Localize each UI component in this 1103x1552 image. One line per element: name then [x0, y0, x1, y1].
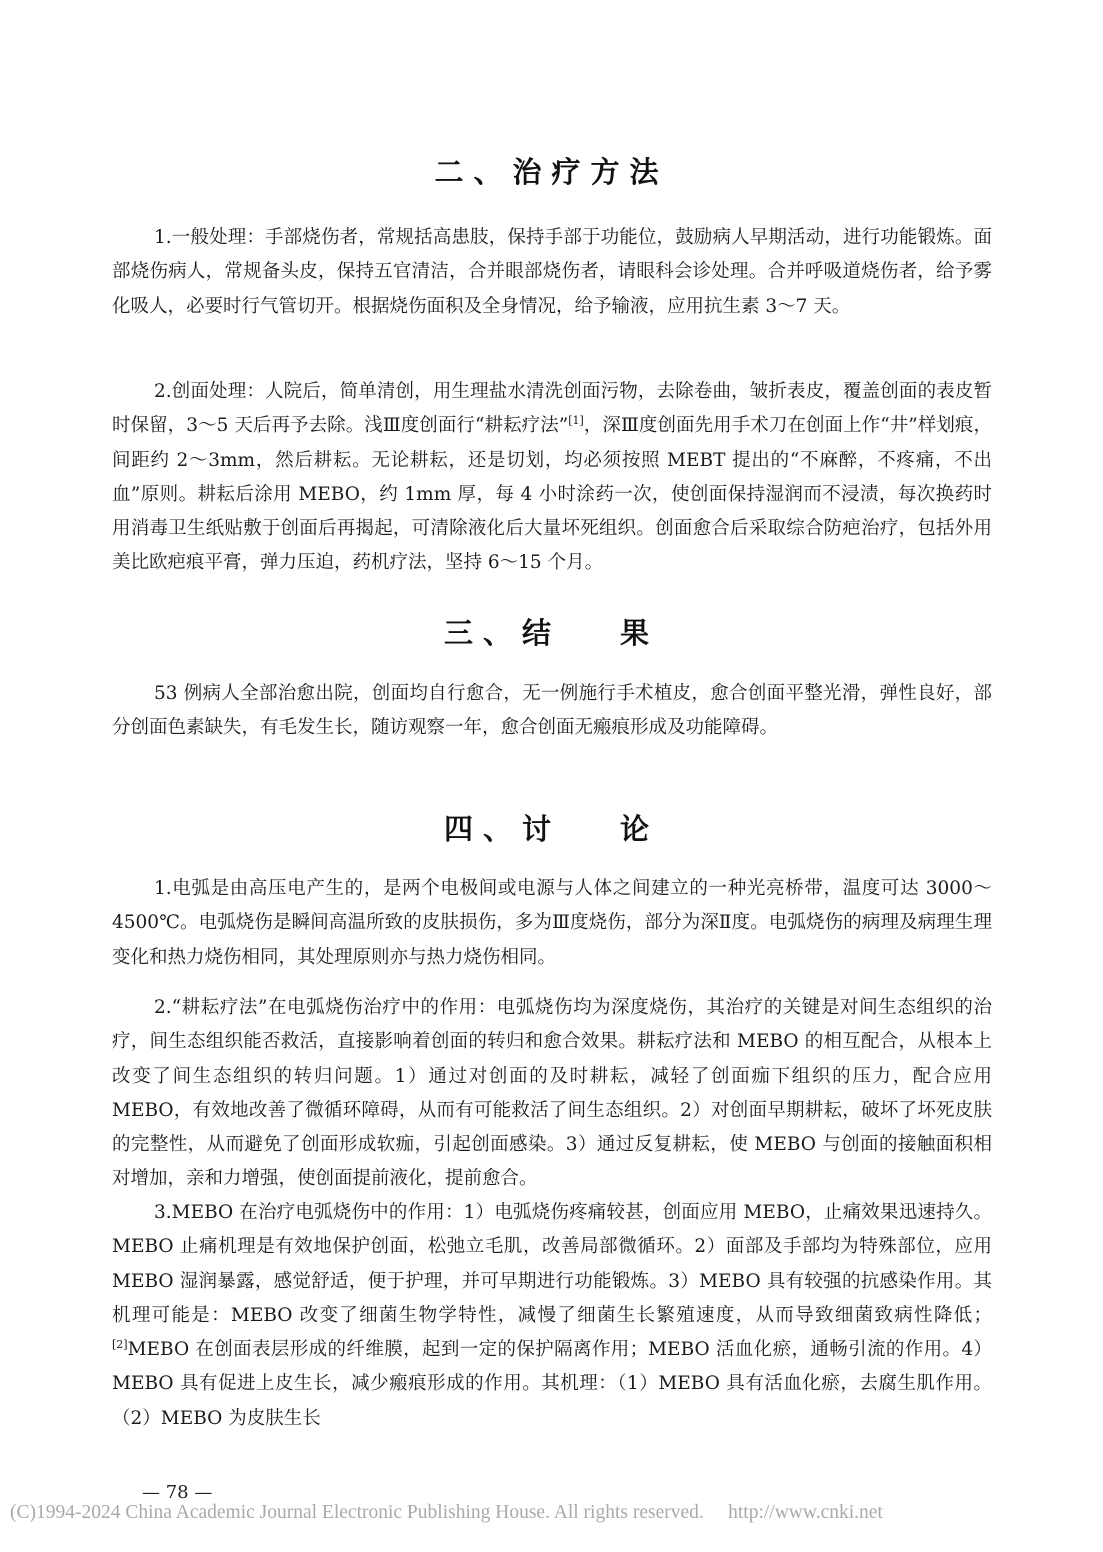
discussion-paragraph-3-text-b: MEBO 在创面表层形成的纤维膜，起到一定的保护隔离作用；MEBO 活血化瘀，通畅引流的作用。4）MEBO 具有促进上皮生长，减少瘢痕形成的作用。其机理：（1）MEBO 具有活血化瘀，去腐生肌作用。（2）MEBO 为皮肤生长	[112, 1339, 992, 1429]
discussion-paragraph-1: 1.电弧是由高压电产生的，是两个电极间或电源与人体之间建立的一种光亮桥带，温度可达 3000～4500℃。电弧烧伤是瞬间高温所致的皮肤损伤，多为Ⅲ度烧伤，部分为深Ⅱ度。电弧烧伤的病理及病理生理变化和热力烧伤相同，其处理原则亦与热力烧伤相同。	[112, 878, 992, 968]
page-number: — 78 —	[142, 1482, 213, 1503]
citation-2: [2]	[112, 1338, 128, 1352]
copyright-watermark: (C)1994-2024 China Academic Journal Electronic Publishing House. All rights reserved. http://www.cnki.net	[10, 1502, 883, 1523]
section-heading-discussion: 四、讨 论	[443, 812, 660, 846]
methods-paragraph-2-text-a: 2.创面处理：人院后，简单清创，用生理盐水清洗创面污物，去除卷曲，皱折表皮，覆盖创面的表皮暂时保留，3～5 天后再予去除。浅Ⅲ度创面行“耕耘疗法”	[112, 381, 992, 437]
methods-paragraph-1: 1.一般处理：手部烧伤者，常规括高患肢，保持手部于功能位，鼓励病人早期活动，进行功能锻炼。面部烧伤病人，常规备头皮，保持五官清洁，合并眼部烧伤者，请眼科会诊处理。合并呼吸道烧伤者，给予雾化吸人，必要时行气管切开。根据烧伤面积及全身情况，给予输液，应用抗生素 3～7 天。	[112, 227, 992, 317]
methods-paragraph-2	[112, 375, 992, 581]
methods-paragraph-2-text-b: ，深Ⅲ度创面先用手术刀在创面上作“井”样划痕，间距约 2～3mm，然后耕耘。无论耕耘，还是切划，均必须按照 MEBT 提出的“不麻醉，不疼痛，不出血”原则。耕耘后涂用 MEBO，约 1mm 厚，每 4 小时涂药一次，使创面保持湿润而不浸渍，每次换药时用消毒卫生纸贴敷于创面后再揭起，可清除液化后大量坏死组织。创面愈合后采取综合防疤治疗，包括外用美比欧疤痕平膏，弹力压迫，药机疗法，坚持 6～15 个月。	[112, 415, 992, 574]
discussion-paragraph-3	[112, 1196, 992, 1436]
discussion-paragraph-3-text-a: 3.MEBO 在治疗电弧烧伤中的作用：1）电弧烧伤疼痛较甚，创面应用 MEBO，止痛效果迅速持久。MEBO 止痛机理是有效地保护创面，松弛立毛肌，改善局部微循环。2）面部及手部均为特殊部位，应用 MEBO 湿润暴露，感觉舒适，便于护理，并可早期进行功能锻炼。3）MEBO 具有较强的抗感染作用。其机理可能是：MEBO 改变了细菌生物学特性，减慢了细菌生长繁殖速度，从而导致细菌致病性降低；	[112, 1202, 992, 1326]
results-paragraph-1: 53 例病人全部治愈出院，创面均自行愈合，无一例施行手术植皮，愈合创面平整光滑，弹性良好，部分创面色素缺失，有毛发生长，随访观察一年，愈合创面无瘢痕形成及功能障碍。	[112, 683, 992, 739]
discussion-paragraph-2: 2.“耕耘疗法”在电弧烧伤治疗中的作用：电弧烧伤均为深度烧伤，其治疗的关键是对间生态组织的治疗，间生态组织能否救活，直接影响着创面的转归和愈合效果。耕耘疗法和 MEBO 的相互配合，从根本上改变了间生态组织的转归问题。1）通过对创面的及时耕耘，减轻了创面痂下组织的压力，配合应用 MEBO，有效地改善了微循环障碍，从而有可能救活了间生态组织。2）对创面早期耕耘，破坏了坏死皮肤的完整性，从而避免了创面形成软痂，引起创面感染。3）通过反复耕耘，使 MEBO 与创面的接触面积相对增加，亲和力增强，使创面提前液化，提前愈合。	[112, 997, 992, 1190]
section-heading-methods: 二、治疗方法	[434, 155, 669, 189]
section-heading-results: 三、结 果	[443, 616, 660, 650]
citation-1: [1]	[568, 414, 584, 428]
